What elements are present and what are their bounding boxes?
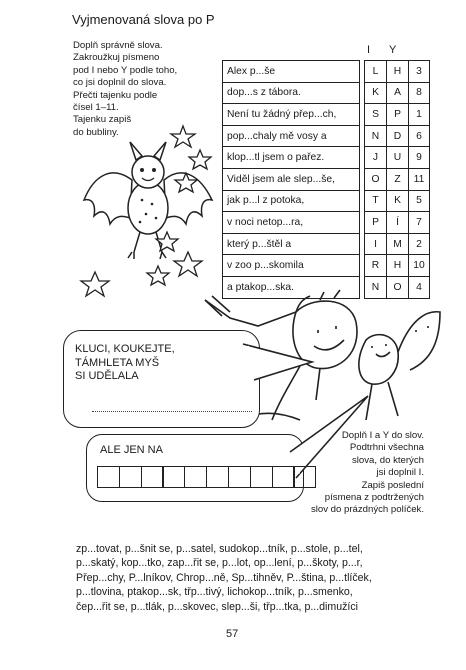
bubble-1-line: KLUCI, KOUKEJTE, (75, 343, 175, 355)
answer-box[interactable] (250, 466, 273, 488)
letter-i-cell[interactable]: R (365, 255, 387, 277)
side-line: Doplň I a Y do slov. (341, 430, 424, 441)
letter-i-cell[interactable]: S (365, 104, 387, 126)
side-line: jsi doplnil I. (376, 467, 424, 479)
number-cell: 9 (409, 147, 430, 169)
answer-box[interactable] (228, 466, 251, 488)
letter-y-cell[interactable]: Z (387, 168, 409, 190)
clue-cell[interactable]: klop...tl jsem o pařez. (223, 147, 360, 169)
number-cell: 1 (409, 104, 430, 126)
letter-i-cell[interactable]: T (365, 190, 387, 212)
answer-box[interactable] (206, 466, 229, 488)
instruction-line: Přečti tajenku podle (73, 89, 158, 101)
side-line: písmena z podtržených (324, 492, 424, 504)
instruction-line: do bubliny. (73, 126, 119, 138)
letter-y-cell[interactable]: Í (387, 212, 409, 234)
page-title: Vyjmenovaná slova po P (72, 12, 215, 27)
clue-cell[interactable]: Není tu žádný přep...ch, (223, 104, 360, 126)
answer-box[interactable] (184, 466, 207, 488)
instruction-line: pod I nebo Y podle toho, (73, 64, 178, 76)
clue-cell[interactable]: Viděl jsem ale slep...še, (223, 168, 360, 190)
column-head-y: Y (389, 44, 397, 56)
clue-cell[interactable]: a ptakop...ska. (223, 276, 360, 298)
letter-i-cell[interactable]: L (365, 61, 387, 83)
word-line: zp...tovat, p...šnit se, p...satel, sudokop...tník, p...stole, p...tel, (76, 543, 363, 555)
answer-box[interactable] (119, 466, 142, 488)
word-line: čep...řit se, p...tlák, p...skovec, slep...ši, třp...tka, p...dimužíci (76, 600, 359, 613)
letter-i-cell[interactable]: N (365, 125, 387, 147)
number-cell: 11 (409, 168, 430, 190)
word-line: p...tlovina, ptakop...sk, třp...tivý, lichokop...tník, p...smenko, (76, 586, 353, 599)
side-line: slova, do kterých (352, 454, 424, 466)
letter-i-cell[interactable]: N (365, 276, 387, 298)
clue-cell[interactable]: jak p...l z potoka, (223, 190, 360, 212)
number-cell: 8 (409, 82, 430, 104)
number-cell: 3 (409, 61, 430, 83)
letter-y-cell[interactable]: H (387, 255, 409, 277)
side-line: Zapiš poslední (361, 479, 424, 491)
number-cell: 4 (409, 276, 430, 298)
word-line: Přep...chy, P...lníkov, Chrop...ně, Sp...tihněv, P...ština, p...tlíček, (76, 571, 372, 584)
clue-cell[interactable]: dop...s z tábora. (223, 82, 360, 104)
number-cell: 2 (409, 233, 430, 255)
letter-y-cell[interactable]: A (387, 82, 409, 104)
bubble-2-text: ALE JEN NA (100, 444, 163, 456)
page-number: 57 (226, 628, 239, 640)
clue-cell[interactable]: který p...štěl a (223, 233, 360, 255)
side-line: Podtrhni všechna (349, 442, 424, 454)
side-instructions (300, 430, 424, 517)
clue-cell[interactable]: Alex p...še (223, 61, 360, 83)
letter-y-cell[interactable]: M (387, 233, 409, 255)
instruction-line: co jsi doplnil do slova. (73, 77, 167, 89)
clue-cell[interactable]: pop...chaly mě vosy a (223, 125, 360, 147)
letter-i-cell[interactable]: P (365, 212, 387, 234)
instruction-line: Tajenku zapiš (73, 114, 132, 126)
clue-cell[interactable]: v zoo p...skomila (223, 255, 360, 277)
answer-box[interactable] (272, 466, 295, 488)
number-cell: 6 (409, 125, 430, 147)
letter-i-cell[interactable]: K (365, 82, 387, 104)
bubble-1-line: TÁMHLETA MYŠ (75, 356, 160, 369)
side-line: slov do prázdných políček. (310, 504, 424, 516)
letter-y-cell[interactable]: P (387, 104, 409, 126)
letter-i-cell[interactable]: O (365, 168, 387, 190)
answer-box[interactable] (97, 466, 120, 488)
letter-i-cell[interactable]: I (365, 233, 387, 255)
bubble-1-line: SI UDĚLALA (75, 370, 139, 382)
number-cell: 7 (409, 212, 430, 234)
clue-cell[interactable]: v noci netop...ra, (223, 212, 360, 234)
answer-box[interactable] (141, 466, 164, 488)
column-head-i: I (367, 44, 371, 56)
answer-boxes (97, 466, 315, 488)
instruction-line: Doplň správně slova. (73, 40, 163, 51)
word-line: p...skatý, kop...tko, zap...řit se, p...lot, op...lení, p...škoty, p...r, (76, 557, 363, 570)
number-cell: 5 (409, 190, 430, 212)
letter-y-cell[interactable]: U (387, 147, 409, 169)
letter-y-cell[interactable]: D (387, 125, 409, 147)
word-exercise (76, 542, 446, 614)
instruction-line: Zakroužkuj písmeno (73, 52, 160, 64)
letter-y-cell[interactable]: O (387, 276, 409, 298)
letter-y-cell[interactable]: K (387, 190, 409, 212)
letter-i-cell[interactable]: J (365, 147, 387, 169)
letter-y-cell[interactable]: H (387, 61, 409, 83)
number-cell: 10 (409, 255, 430, 277)
instruction-line: čísel 1–11. (73, 102, 119, 114)
answer-box[interactable] (162, 466, 185, 488)
